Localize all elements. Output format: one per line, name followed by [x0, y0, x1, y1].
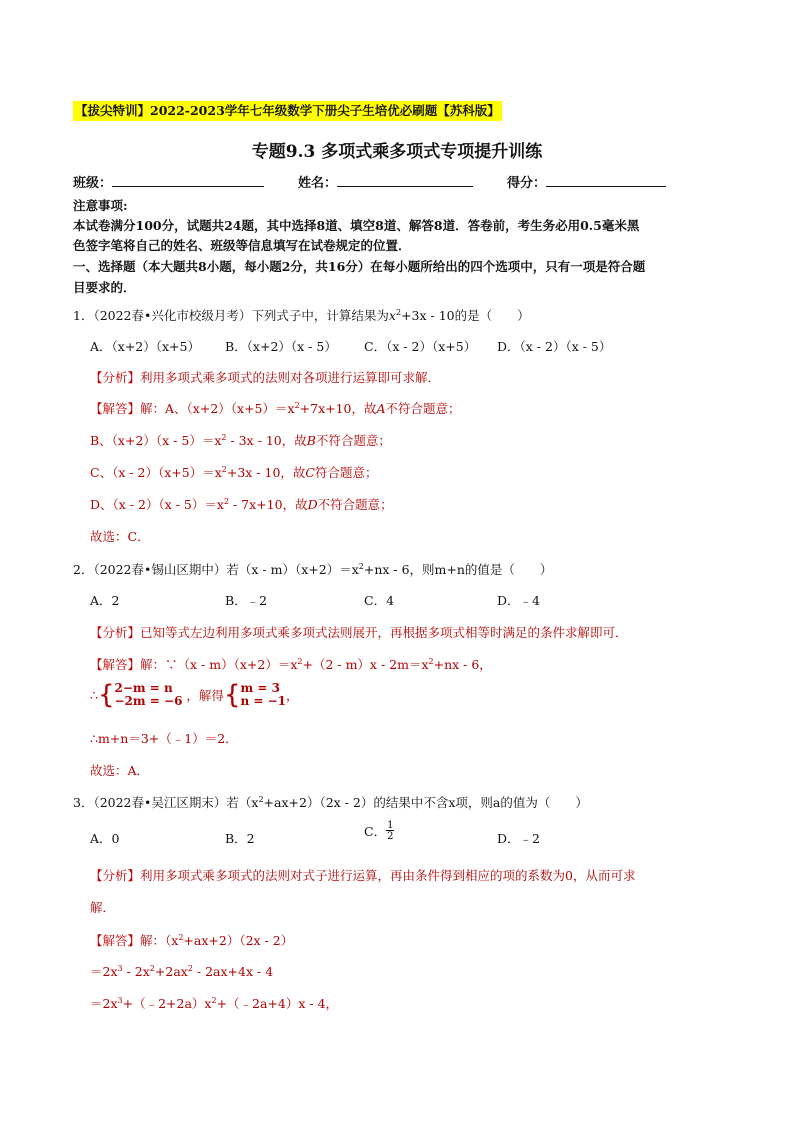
q2-stem: 2．（2022春•锡山区期中）若$(x - m)(x+2)=x^2+nx - 6$，则m+n的值是（ ）	[73, 562, 553, 577]
q3-solution-line-2: $=2x^3 - 2x^2+2ax^2 - 2ax+4x - 4$	[90, 964, 274, 979]
class-blank[interactable]	[112, 172, 264, 187]
notice-line-1: 本试卷满分100分，试题共24题，其中选择8道、填空8道、解答8道．答卷前，考生务必用0.5毫米黑	[73, 218, 640, 233]
page-title: 专题9.3 多项式乘多项式专项提升训练	[251, 142, 543, 162]
q2-solution-line-1: 【解答】解：∵（x - $m)(x+2)=x^2+(2 - m)x - 2m=x^2+nx - 6$，	[90, 657, 492, 672]
q2-equation-system: ∴{2−m = n −2m = −6 ，解得{m = 3 n = −1，	[90, 680, 299, 710]
section-heading-2: 目要求的．	[73, 280, 136, 295]
q3-analysis-line-2: 解．	[90, 900, 116, 915]
q1-solution-line-a: 【解答】解：A、$(x+2)(x+5)=x^2+7x+10$，故A不符合题意；	[90, 401, 461, 416]
q2-option-d: D．﹣4	[497, 593, 540, 608]
q1-option-a: A．（x+2）（x+5）	[90, 339, 200, 354]
name-label: 姓名：	[298, 176, 338, 191]
score-blank[interactable]	[546, 172, 666, 187]
system-equations: 2−m = n −2m = −6	[114, 681, 183, 708]
q3-solution-line-1: 【解答】解：$(x^2+ax+2)(2x - 2)$	[90, 933, 294, 948]
q3-option-c: C．$\frac{1}{2}$	[364, 820, 394, 842]
q2-analysis: 【分析】已知等式左边利用多项式乘多项式法则展开，再根据多项式相等时满足的条件求解即可．	[90, 625, 628, 640]
q1-solution-line-b: B、$(x+2)(x - 5)=x^2 - 3x - 10$，故B不符合题意；	[90, 433, 391, 448]
q3-option-b: B．2	[225, 831, 255, 846]
therefore-symbol: ∴	[90, 687, 98, 703]
section-heading-1: 一、选择题（本大题共8小题，每小题2分，共16分）在每小题所给出的四个选项中，只有一项是符合题	[73, 259, 646, 274]
system-solutions: m = 3 n = −1	[240, 681, 287, 708]
q2-answer: 故选：A．	[90, 763, 150, 778]
q1-option-b: B．（x+2）（x - 5）	[225, 339, 337, 354]
fraction-one-half: $\frac{1}{2}$	[387, 820, 394, 842]
q3-option-d: D．﹣2	[497, 831, 540, 846]
score-field	[507, 172, 666, 191]
q2-calculation: ∴m+n＝3+（﹣1）＝2．	[90, 731, 238, 746]
q1-option-c: C．（x - 2）（x+5）	[364, 339, 477, 354]
class-field	[73, 172, 264, 191]
q1-solution-line-d: D、$(x - 2)(x - 5)=x^2 - 7x+10$，故D不符合题意；	[90, 497, 393, 512]
left-brace: {	[97, 680, 115, 710]
q3-stem: 3．（2022春•吴江区期末）若$(x^2+ax+2)(2x - 2)$的结果中不含x项，则a的值为（ ）	[73, 795, 588, 810]
q1-option-d: D．（x - 2）（x - 5）	[497, 339, 612, 354]
score-label: 得分：	[507, 176, 547, 191]
q1-answer: 故选：C．	[90, 529, 150, 544]
q1-analysis: 【分析】利用多项式乘多项式的法则对各项进行运算即可求解．	[90, 370, 441, 385]
left-brace: {	[223, 680, 241, 710]
class-label: 班级：	[73, 176, 113, 191]
name-blank[interactable]	[337, 172, 473, 187]
q2-option-c: C．4	[364, 593, 395, 608]
q3-option-a: A．0	[90, 831, 120, 846]
q1-stem: 1．（2022春•兴化市校级月考）下列式子中，计算结果为$x^2+3x - 10$的是（ ）	[73, 308, 530, 323]
notice-line-2: 色签字笔将自己的姓名、班级等信息填写在试卷规定的位置．	[73, 238, 411, 253]
q2-option-a: A．2	[90, 593, 120, 608]
name-field	[298, 172, 473, 191]
q3-analysis-line-1: 【分析】利用多项式乘多项式的法则对式子进行运算，再由条件得到相应的项的系数为0，从而可求	[90, 868, 636, 883]
notice-label: 注意事项:	[73, 198, 128, 213]
q1-solution-line-c: C、$(x - 2)(x+5)=x^2+3x - 10$，故C符合题意；	[90, 465, 378, 480]
q3-solution-line-3: $=2x^3+(﹣2+2a)x^2+(﹣2a+4)x - 4$，	[90, 996, 339, 1011]
series-banner: 【拔尖特训】2022-2023学年七年级数学下册尖子生培优必刷题【苏科版】	[73, 101, 502, 121]
q2-option-b: B．﹣2	[225, 593, 268, 608]
